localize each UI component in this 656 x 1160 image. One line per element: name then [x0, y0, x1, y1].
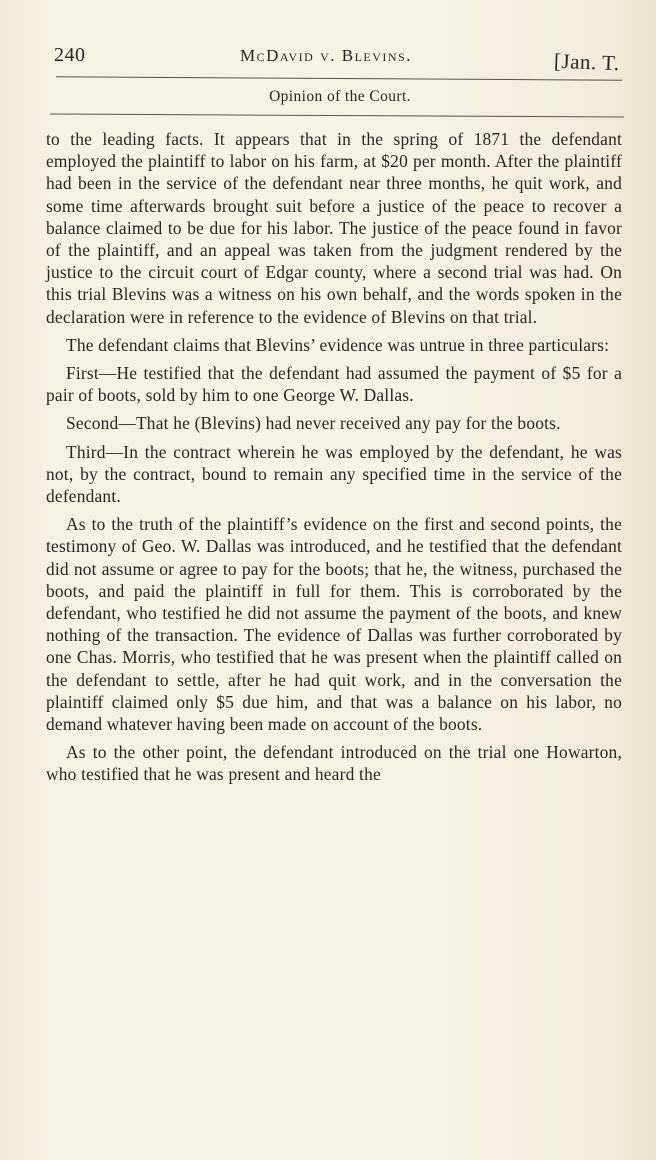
page-number: 240 [54, 44, 86, 66]
paragraph-continuation: to the leading facts. It appears that in the spring of 1871 the defendant employed the plaintiff to labor on his farm, at $20 per month. After the plaintiff had been in the service of the defendant near three months, he quit work, and some time afterwards brought suit before a justice of the peace to recover a balance claimed to be due for his labor. The justice of the peace found in favor of the plaintiff, and an appeal was taken from the judgment rendered by the justice to the circuit court of Edgar county, where a second trial was had. On this trial Blevins was a witness on his own behalf, and the words spoken in the declaration were in reference to the evidence of Blevins on that trial. [46, 129, 622, 327]
opinion-body [46, 128, 622, 786]
header-rule-top [56, 76, 622, 80]
paragraph-claims: The defendant claims that Blevins’ evidence was untrue in three particulars: [66, 334, 610, 355]
paragraph-first-point: First—He testified that the defendant had assumed the payment of $5 for a pair of boots, sold by him to one George W. Dallas. [46, 363, 622, 406]
header-rule-bottom [50, 113, 624, 117]
running-head [54, 40, 634, 74]
paragraph-howarton-testimony: As to the other point, the defendant introduced on the trial one Howarton, who testified that he was present and heard the [46, 742, 622, 785]
paragraph-dallas-testimony: As to the truth of the plaintiff’s evidence on the first and second points, the testimony of Geo. W. Dallas was introduced, and he testified that the defendant did not assume or agree to pay for the boots; that he, the witness, purchased the boots, and paid the plaintiff in full for them. This is corroborated by the defendant, who testified he did not assume the payment of the boots, and knew nothing of the transaction. The evidence of Dallas was further corroborated by one Chas. Morris, who testified that he was present when the plaintiff called on the defendant to settle, after he had quit work, and in the conversation the plaintiff claimed only $5 due him, and that was a balance on his labor, no demand whatever having been made on account of the boots. [46, 514, 622, 735]
term-label: [Jan. T. [553, 48, 621, 76]
paragraph-second-point: Second—That he (Blevins) had never received any pay for the boots. [66, 413, 561, 434]
paragraph-third-point: Third—In the contract wherein he was employed by the defendant, he was not, by the contract, bound to remain any specified time in the service of the defendant. [46, 441, 622, 507]
case-title: McDavid v. Blevins. [240, 46, 413, 65]
section-heading: Opinion of the Court. [269, 88, 411, 105]
